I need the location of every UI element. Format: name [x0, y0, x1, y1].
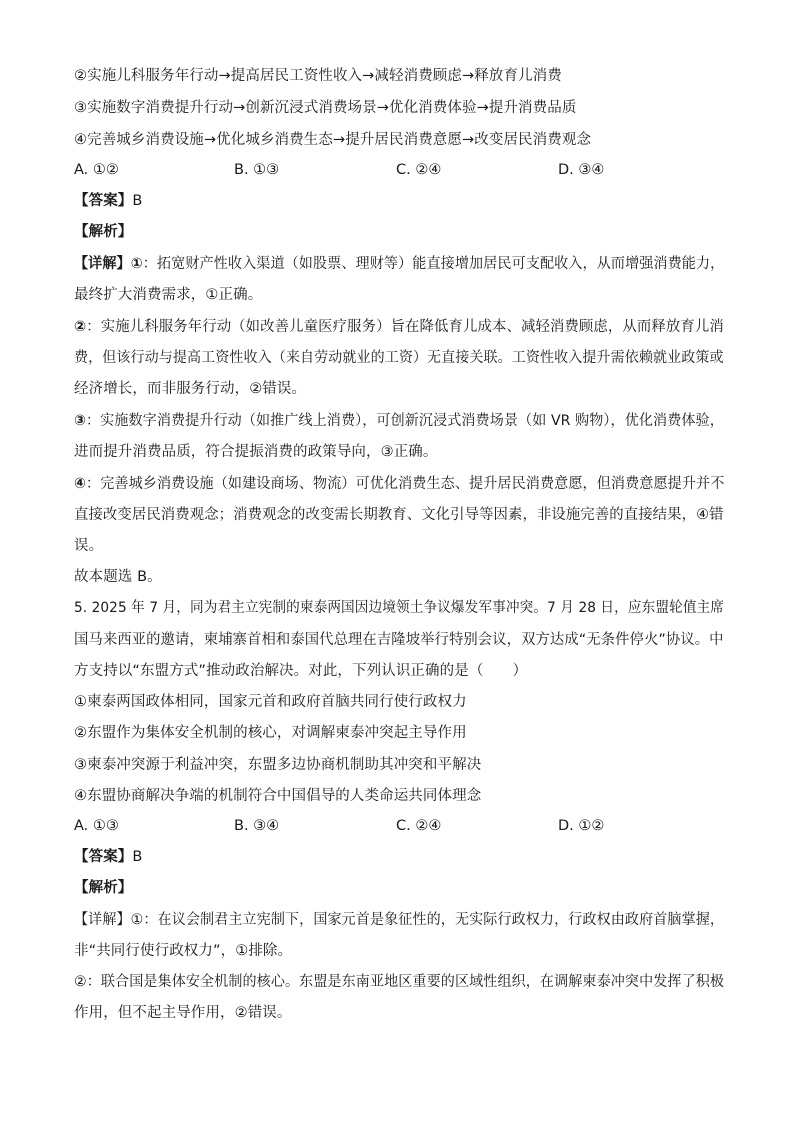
- answer-label: 【答案】: [74, 193, 133, 209]
- q5-answer: [74, 847, 724, 867]
- q5-detail-line: ②：联合国是集体安全机制的核心。东盟是东南亚地区重要的区域性组织，在调解柬泰冲突中发挥了积极: [74, 974, 725, 990]
- q4-choice-c: C. ②④: [396, 162, 442, 178]
- q5-option-3: ③柬泰冲突源于利益冲突，东盟多边协商机制助其冲突和平解决: [74, 757, 482, 773]
- q5-option-1: ①柬泰两国政体相同，国家元首和政府首脑共同行使行政权力: [74, 694, 467, 710]
- q4-option-3: ③实施数字消费提升行动→创新沉浸式消费场景→优化消费体验→提升消费品质: [74, 100, 577, 116]
- detail-text: 费，但该行动与提高工资性收入（来自劳动就业的工资）无直接关联。工资性收入提升需依赖就业政策或: [74, 350, 724, 366]
- q4-option-4: ④完善城乡消费设施→优化城乡消费生态→提升居民消费意愿→改变居民消费观念: [74, 132, 592, 148]
- detail-lead: ③: [74, 413, 87, 429]
- q5-choice-d: D. ①②: [558, 818, 605, 834]
- detail-text: 进而提升消费品质，符合提振消费的政策导向，③正确。: [74, 444, 438, 460]
- detail-text: ：实施儿科服务年行动（如改善儿童医疗服务）旨在降低育儿成本、减轻消费顾虑，从而释放育儿消: [86, 319, 724, 335]
- q4-choice-a: A. ①②: [74, 162, 119, 178]
- q5-stem-line: 5. 2025 年 7 月，同为君主立宪制的柬泰两国因边境领土争议爆发军事冲突。7 月 28 日，应东盟轮值主席: [74, 600, 725, 616]
- q4-detail-line: [74, 411, 724, 431]
- q4-detail-line: [74, 254, 725, 274]
- q5-choice-a: A. ①③: [74, 818, 119, 834]
- q4-detail-line: [74, 505, 724, 525]
- detail-lead: ④: [74, 476, 87, 492]
- q5-analysis-label: 【解析】: [74, 880, 133, 896]
- detail-text: 最终扩大消费需求，①正确。: [74, 287, 263, 303]
- detail-text: ：完善城乡消费设施（如建设商场、物流）可优化消费生态、提升居民消费意愿，但消费意愿提升并不: [86, 476, 725, 492]
- q4-detail-line: [74, 317, 724, 337]
- q4-choice-b: B. ①③: [234, 162, 280, 178]
- q5-detail-line: 【详解】①：在议会制君主立宪制下，国家元首是象征性的，无实际行政权力，行政权由政府首脑掌握，: [74, 912, 725, 928]
- q5-detail-line: 作用，但不起主导作用，②错误。: [74, 1005, 292, 1021]
- q4-detail-line: [74, 474, 725, 494]
- detail-text: ：实施数字消费提升行动（如推广线上消费），可创新沉浸式消费场景（如 VR 购物），优化消费体验，: [86, 413, 724, 429]
- q5-choices: [74, 816, 734, 836]
- answer-label: 【答案】: [74, 849, 133, 865]
- answer-value: B: [132, 193, 143, 209]
- q4-detail-line: [74, 442, 724, 462]
- q5-choice-b: B. ③④: [234, 818, 280, 834]
- detail-lead: ②: [74, 319, 87, 335]
- detail-text: 误。: [74, 538, 104, 554]
- q4-choice-d: D. ③④: [558, 162, 605, 178]
- q4-detail-line: [74, 348, 724, 368]
- q4-answer: [74, 191, 724, 211]
- q5-detail-line: 非“共同行使行政权力”，①排除。: [74, 943, 293, 959]
- q4-detail-line: [74, 285, 724, 305]
- q4-conclusion: 故本题选 B。: [74, 569, 162, 585]
- q4-option-2: ②实施儿科服务年行动→提高居民工资性收入→减轻消费顾虑→释放育儿消费: [74, 68, 562, 84]
- q5-option-2: ②东盟作为集体安全机制的核心，对调解柬泰冲突起主导作用: [74, 725, 467, 741]
- answer-value: B: [132, 849, 143, 865]
- q5-stem-line: 方支持以“东盟方式”推动政治解决。对此，下列认识正确的是（ ）: [74, 663, 528, 679]
- detail-lead: 【详解】①: [74, 256, 143, 272]
- detail-text: 经济增长，而非服务行动，②错误。: [74, 381, 307, 397]
- q5-choice-c: C. ②④: [396, 818, 442, 834]
- detail-text: ：拓宽财产性收入渠道（如股票、理财等）能直接增加居民可支配收入，从而增强消费能力，: [142, 256, 725, 272]
- q4-detail-line: [74, 536, 724, 556]
- q5-stem-line: 国马来西亚的邀请，柬埔寨首相和泰国代总理在吉隆坡举行特别会议，双方达成“无条件停火”协议。中: [74, 632, 724, 648]
- q4-detail-line: [74, 379, 724, 399]
- detail-text: 直接改变居民消费观念；消费观念的改变需长期教育、文化引导等因素，非设施完善的直接结果，④错: [74, 507, 724, 523]
- q5-option-4: ④东盟协商解决争端的机制符合中国倡导的人类命运共同体理念: [74, 788, 482, 804]
- q4-choices: [74, 160, 734, 180]
- q4-analysis-label: 【解析】: [74, 224, 133, 240]
